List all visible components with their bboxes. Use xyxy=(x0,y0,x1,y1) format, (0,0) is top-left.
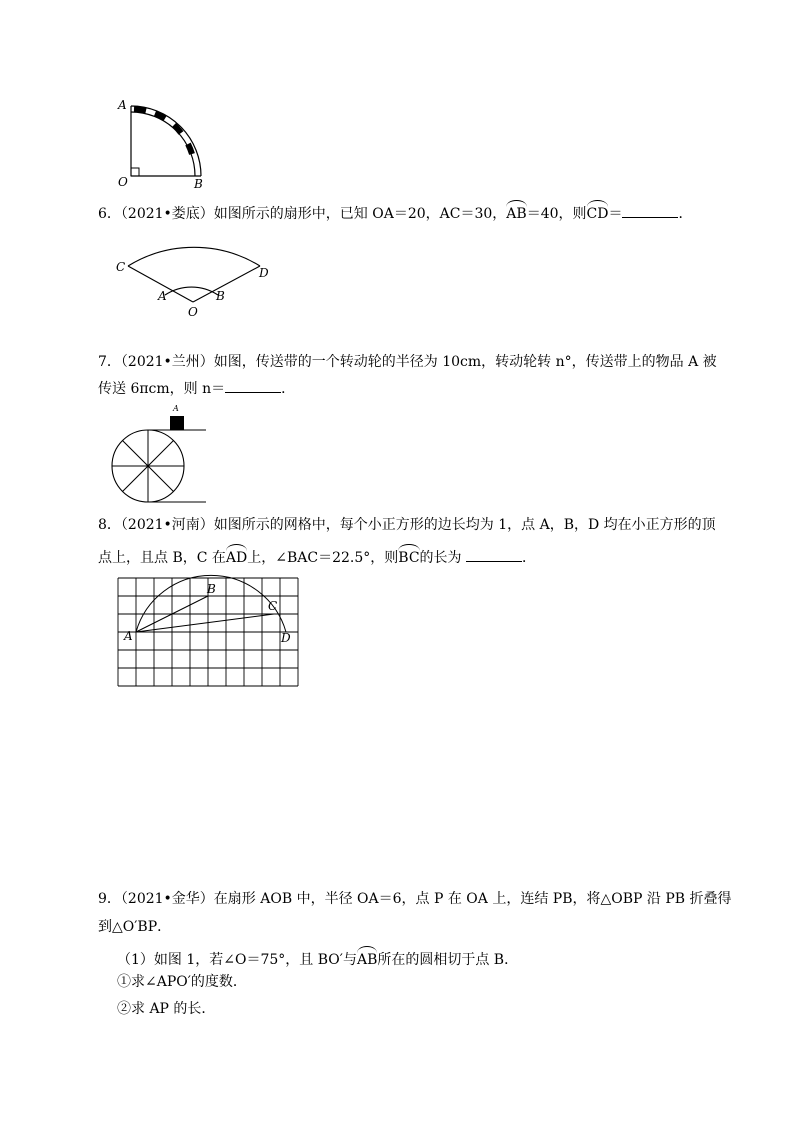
label-B: B xyxy=(216,289,225,303)
question-6 xyxy=(98,200,692,224)
q6-end: ． xyxy=(678,206,693,222)
figure-q8-grid xyxy=(112,572,304,690)
object-block xyxy=(170,416,184,430)
q9-text: 9．（2021•金华）在扇形 AOB 中，半径 OA＝6，点 P 在 OA 上，连结 PB，将△OBP 沿 PB 折叠得 xyxy=(98,891,732,907)
question-9-sub-2 xyxy=(117,999,215,1019)
figure-q7-conveyor-wheel xyxy=(110,400,210,505)
label-O: O xyxy=(118,175,128,189)
q9-part1-prefix: （1）如图 1，若∠O＝75°，且 BO′与 xyxy=(117,952,357,968)
q6-mid: ＝40，则 xyxy=(526,206,587,222)
q8-arc-ad: AD xyxy=(226,544,247,568)
label-A: A xyxy=(158,289,167,303)
question-9-part-1 xyxy=(117,946,518,970)
question-7-line-1 xyxy=(98,352,717,372)
q7-text: 7．（2021•兰州）如图，传送带的一个转动轮的半径为 10cm，转动轮转 n°，传送带上的物品 A 被 xyxy=(98,354,717,370)
question-9-line-1 xyxy=(98,889,732,909)
label-A: A xyxy=(118,98,127,112)
label-O: O xyxy=(188,305,198,319)
belt-segment xyxy=(155,114,165,119)
answer-blank-q7[interactable] xyxy=(225,378,281,393)
belt-segment xyxy=(188,144,192,154)
q8-arc-bc: BC xyxy=(398,544,419,568)
question-7-line-2 xyxy=(98,378,295,399)
question-8-line-2 xyxy=(98,544,536,568)
q6-arc-cd: CD xyxy=(587,200,609,224)
label-B: B xyxy=(207,582,216,596)
q8-end: ． xyxy=(521,550,536,566)
answer-blank-q8[interactable] xyxy=(466,547,522,562)
q9-arc-ab: AB xyxy=(357,946,377,970)
q8-prefix: 点上，且点 B，C 在 xyxy=(98,550,226,566)
label-A: A xyxy=(173,404,179,413)
question-9-sub-1 xyxy=(117,972,247,992)
label-A: A xyxy=(124,629,133,643)
q6-prefix: 6．（2021•娄底）如图所示的扇形中，已知 OA＝20，AC＝30， xyxy=(98,206,507,222)
q7-end: ． xyxy=(281,381,296,397)
q8-mid: 上，∠BAC＝22.5°，则 xyxy=(247,550,399,566)
label-B: B xyxy=(194,177,203,191)
q7-prefix: 传送 6πcm，则 n＝ xyxy=(98,381,226,397)
figure-q6-fan xyxy=(112,226,277,321)
belt-segment xyxy=(134,109,146,111)
q9-sub2-text: ②求 AP 的长． xyxy=(117,1001,216,1017)
q9-part1-suffix: 所在的圆相切于点 B． xyxy=(377,952,519,968)
q8-after: 的长为 xyxy=(419,550,462,566)
answer-blank-q6[interactable] xyxy=(622,203,678,218)
q9-sub1-text: ①求∠APO′的度数． xyxy=(117,974,247,990)
question-9-line-2 xyxy=(98,917,171,937)
q9-text-2: 到△O′BP． xyxy=(98,919,172,935)
figure-q5-belt-arc xyxy=(112,94,212,192)
segment-AC xyxy=(136,614,274,632)
q6-after: ＝ xyxy=(608,206,623,222)
label-D: D xyxy=(259,266,269,280)
q6-arc-ab: AB xyxy=(506,200,526,224)
label-D: D xyxy=(281,631,291,645)
label-C: C xyxy=(116,260,126,274)
question-8-line-1 xyxy=(98,515,716,535)
q8-text: 8．（2021•河南）如图所示的网格中，每个小正方形的边长均为 1，点 A，B，D 均在小正方形的顶 xyxy=(98,517,716,533)
label-C: C xyxy=(268,599,278,613)
